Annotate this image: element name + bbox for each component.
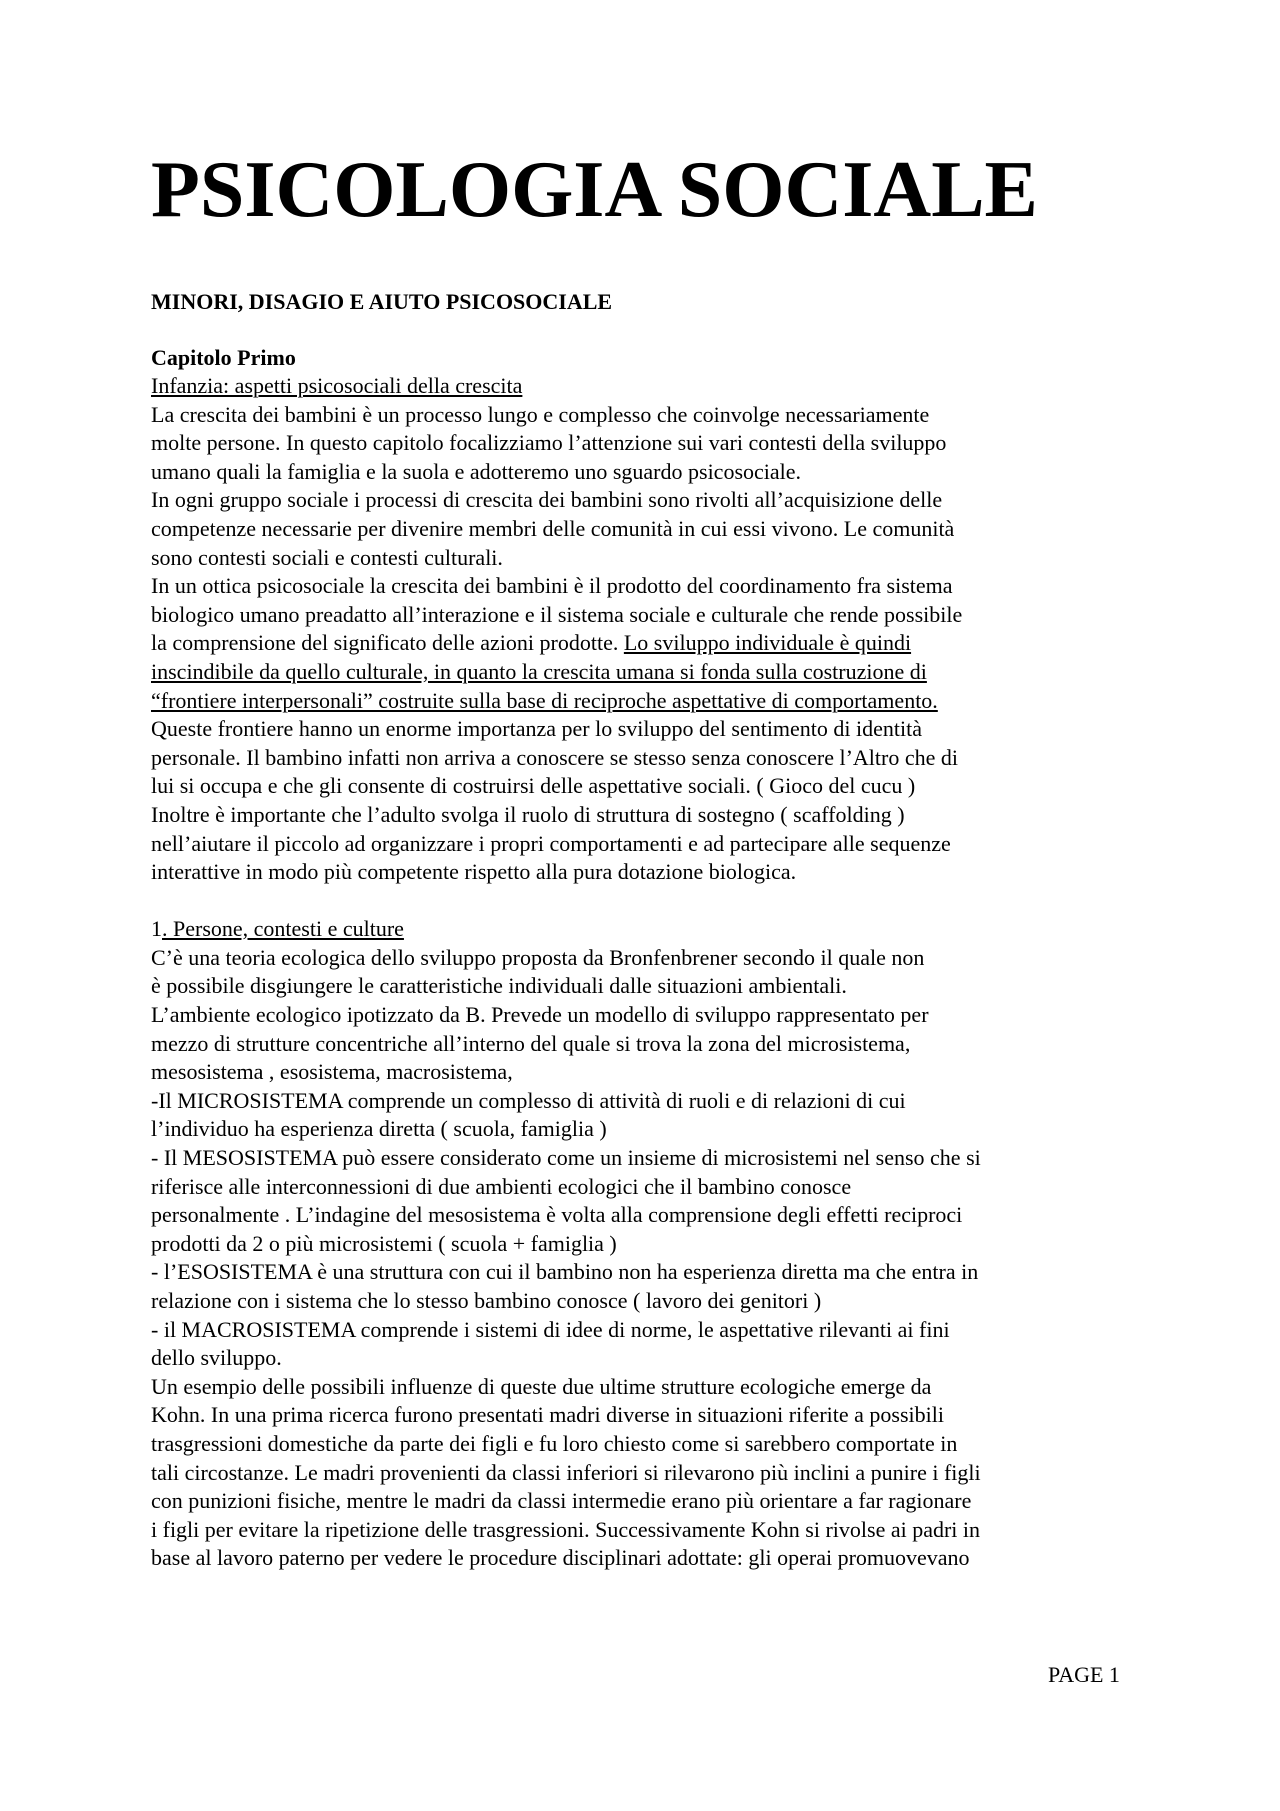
paragraph-line: - l’ESOSISTEMA è una struttura con cui il bambino non ha esperienza diretta ma che entra in: [151, 1259, 979, 1285]
page-number: PAGE 1: [1048, 1662, 1120, 1687]
paragraph-line: l’individuo ha esperienza diretta ( scuola, famiglia ): [151, 1116, 607, 1142]
underlined-text: Lo sviluppo individuale è quindi: [623, 630, 912, 656]
paragraph-line: dello sviluppo.: [151, 1345, 282, 1371]
paragraph-line: In un ottica psicosociale la crescita dei bambini è il prodotto del coordinamento fra sistema: [151, 573, 953, 599]
paragraph-line: con punizioni fisiche, mentre le madri da classi intermedie erano più orientare a far ragionare: [151, 1488, 972, 1514]
section-number: 1: [151, 916, 162, 942]
paragraph-line-mixed: [151, 629, 1137, 658]
paragraph-line: competenze necessarie per divenire membri delle comunità in cui essi vivono. Le comunità: [151, 515, 955, 541]
document-title: PSICOLOGIA SOCIALE: [151, 146, 1038, 234]
paragraph-line: prodotti da 2 o più microsistemi ( scuola + famiglia ): [151, 1230, 617, 1256]
paragraph-line: Kohn. In una prima ricerca furono presentati madri diverse in situazioni riferite a possibili: [151, 1402, 944, 1428]
paragraph-line: relazione con i sistema che lo stesso bambino conosce ( lavoro dei genitori ): [151, 1288, 822, 1313]
paragraph-line: biologico umano preadatto all’interazione e il sistema sociale e culturale che rende possibile: [151, 601, 963, 627]
paragraph-line: nell’aiutare il piccolo ad organizzare i propri comportamenti e ad partecipare alle sequenze: [151, 830, 951, 856]
paragraph-line: L’ambiente ecologico ipotizzato da B. Prevede un modello di sviluppo rappresentato per: [151, 1002, 929, 1028]
bold-line: C’è una teoria ecologica dello sviluppo proposta da Bronfenbrener secondo il quale non: [151, 944, 925, 970]
paragraph-line: - il MACROSISTEMA comprende i sistemi di idee di norme, le aspettative rilevanti ai fini: [151, 1316, 950, 1342]
paragraph-line-underlined: [151, 687, 1137, 716]
underlined-text: “frontiere interpersonali” costruite sulla base di reciproche aspettative di comportamento.: [151, 687, 938, 713]
paragraph-line: tali circostanze. Le madri provenienti da classi inferiori si rilevarono più inclini a punire i figli: [151, 1459, 981, 1485]
paragraph-line: Un esempio delle possibili influenze di queste due ultime strutture ecologiche emerge da: [151, 1373, 932, 1399]
chapter-heading-text: Infanzia: aspetti psicosociali della crescita: [151, 373, 523, 398]
paragraph-line: personalmente . L’indagine del mesosistema è volta alla comprensione degli effetti reciproci: [151, 1202, 963, 1228]
chapter-label: Capitolo Primo: [151, 345, 296, 370]
section-heading: [151, 915, 1137, 944]
underlined-text: inscindibile da quello culturale, in quanto la crescita umana si fonda sulla costruzione di: [151, 658, 927, 684]
paragraph-line: interattive in modo più competente rispetto alla pura dotazione biologica.: [151, 859, 797, 885]
document-page: [151, 146, 1137, 1573]
paragraph-line: Inoltre è importante che l’adulto svolga il ruolo di struttura di sostegno ( scaffolding ): [151, 801, 905, 827]
chapter-heading: [151, 372, 1137, 401]
paragraph-line: base al lavoro paterno per vedere le procedure disciplinari adottate: gli operai promuovevano: [151, 1545, 970, 1571]
paragraph-line: La crescita dei bambini è un processo lungo e complesso che coinvolge necessariamente: [151, 401, 930, 427]
paragraph-line: Queste frontiere hanno un enorme importanza per lo sviluppo del sentimento di identità: [151, 716, 923, 742]
document-subtitle: MINORI, DISAGIO E AIUTO PSICOSOCIALE: [151, 289, 613, 314]
paragraph-line: personale. Il bambino infatti non arriva a conoscere se stesso senza conoscere l’Altro che di: [151, 744, 958, 770]
paragraph-line: molte persone. In questo capitolo focalizziamo l’attenzione sui vari contesti della sviluppo: [151, 430, 947, 456]
bold-line: è possibile disgiungere le caratteristiche individuali dalle situazioni ambientali.: [151, 973, 847, 999]
paragraph-line: In ogni gruppo sociale i processi di crescita dei bambini sono rivolti all’acquisizione delle: [151, 487, 943, 513]
paragraph-line: mesosistema , esosistema, macrosistema,: [151, 1059, 513, 1085]
plain-text: la comprensione del significato delle azioni prodotte.: [151, 630, 624, 656]
paragraph-gap: [151, 887, 1137, 916]
paragraph-line: - Il MESOSISTEMA può essere considerato come un insieme di microsistemi nel senso che si: [151, 1145, 981, 1171]
paragraph-line: lui si occupa e che gli consente di costruirsi delle aspettative sociali. ( Gioco del cucu ): [151, 773, 916, 799]
section-title: . Persone, contesti e culture: [162, 916, 404, 942]
paragraph-line: trasgressioni domestiche da parte dei figli e fu loro chiesto come si sarebbero comportate in: [151, 1430, 958, 1456]
paragraph-line: mezzo di strutture concentriche all’interno del quale si trova la zona del microsistema,: [151, 1030, 911, 1056]
paragraph-line: umano quali la famiglia e la suola e adotteremo uno sguardo psicosociale.: [151, 458, 802, 484]
paragraph-line-underlined: [151, 658, 1137, 687]
paragraph-line: -Il MICROSISTEMA comprende un complesso di attività di ruoli e di relazioni di cui: [151, 1087, 906, 1113]
paragraph-line: riferisce alle interconnessioni di due ambienti ecologici che il bambino conosce: [151, 1173, 852, 1199]
paragraph-line: sono contesti sociali e contesti culturali.: [151, 544, 503, 570]
paragraph-line: i figli per evitare la ripetizione delle trasgressioni. Successivamente Kohn si rivolse ai padri in: [151, 1516, 981, 1542]
